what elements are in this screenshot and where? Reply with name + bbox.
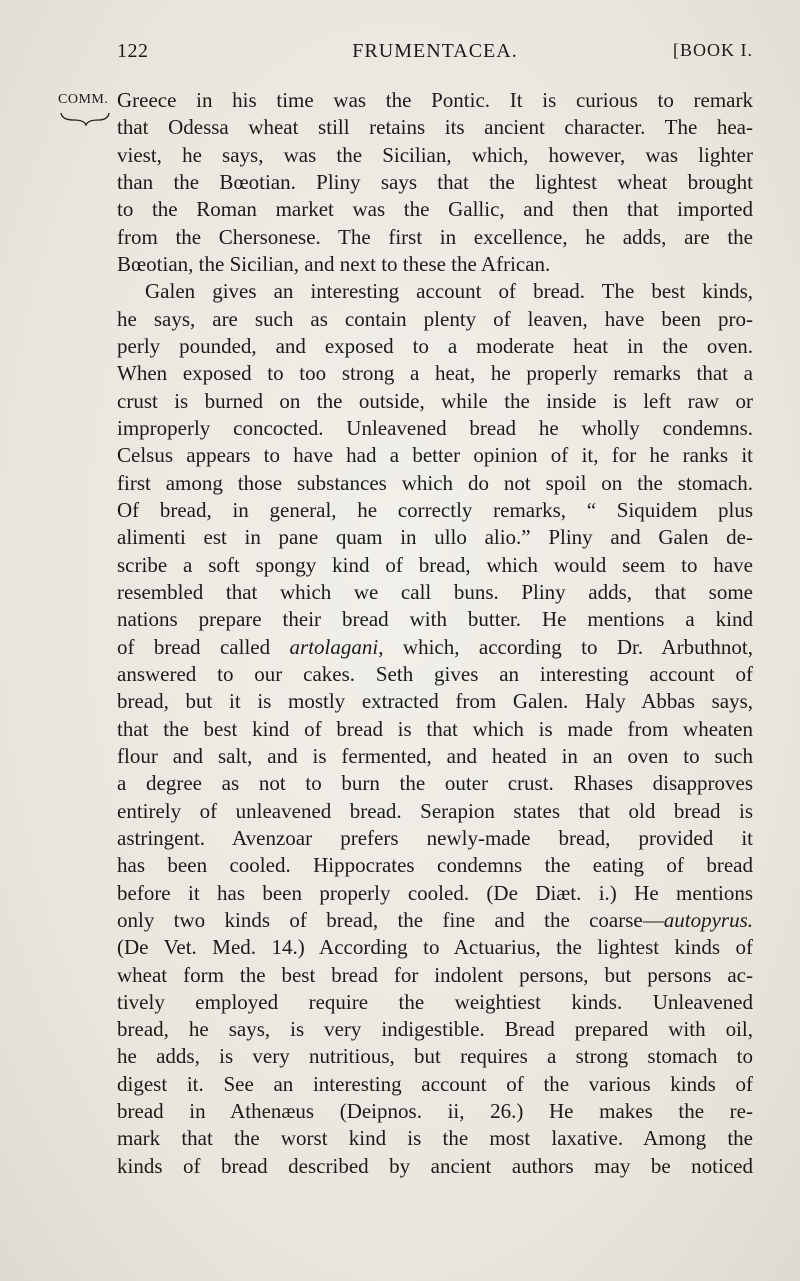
text-line: Greece in his time was the Pontic. It is curious to remark	[117, 88, 753, 112]
italic-term: artolagani,	[289, 634, 384, 659]
text-line: Celsus appears to have had a better opinion of it, for he ranks it	[117, 443, 753, 468]
text-line: viest, he says, was the Sicilian, which, however, was lighter	[117, 142, 753, 167]
text-line: alimenti est in pane quam in ullo alio.” Pliny and Galen de-	[117, 525, 753, 550]
text-line: mark that the worst kind is the most laxative. Among the	[117, 1126, 753, 1151]
text-line: astringent. Avenzoar prefers newly-made bread, provided it	[117, 825, 753, 850]
text-line: he adds, is very nutritious, but requires a strong stomach to	[117, 1044, 753, 1069]
text-line: nations prepare their bread with butter. He mentions a kind	[117, 607, 753, 632]
text-line: than the Bœotian. Pliny says that the lightest wheat brought	[117, 169, 753, 194]
text-line: digest it. See an interesting account of the various kinds of	[117, 1071, 753, 1096]
text-line: bread in Athenæus (Deipnos. ii, 26.) He makes the re-	[117, 1099, 753, 1124]
text-run: only two kinds of bread, the fine and the coarse—	[117, 907, 664, 932]
text-line: crust is burned on the outside, while the inside is left raw or	[117, 388, 753, 413]
text-line: from the Chersonese. The first in excellence, he adds, are the	[117, 224, 753, 249]
text-line: to the Roman market was the Gallic, and then that imported	[117, 197, 753, 222]
text-line: Galen gives an interesting account of bread. The best kinds,	[145, 279, 753, 304]
text-line: When exposed to too strong a heat, he properly remarks that a	[117, 361, 753, 386]
text-line: scribe a soft spongy kind of bread, which would seem to have	[117, 552, 753, 577]
text-line: wheat form the best bread for indolent persons, but persons ac-	[117, 962, 753, 987]
text-run: which, according to Dr. Arbuthnot,	[383, 634, 753, 659]
running-title: FRUMENTACEA.	[352, 40, 518, 62]
text-line: that Odessa wheat still retains its ancient character. The hea-	[117, 115, 753, 140]
text-line: a degree as not to burn the outer crust. Rhases disapproves	[117, 771, 753, 796]
text-line: resembled that which we call buns. Pliny adds, that some	[117, 579, 753, 604]
page-number: 122	[117, 40, 149, 62]
body-text	[117, 87, 753, 1180]
text-line: improperly concocted. Unleavened bread he wholly condemns.	[117, 415, 753, 440]
text-line: tively employed require the weightiest kinds. Unleavened	[117, 989, 753, 1014]
text-line	[117, 634, 753, 661]
text-line: before it has been properly cooled. (De Diæt. i.) He mentions	[117, 880, 753, 905]
text-line: answered to our cakes. Seth gives an interesting account of	[117, 661, 753, 686]
text-line	[117, 907, 753, 934]
text-line: bread, he says, is very indigestible. Bread prepared with oil,	[117, 1017, 753, 1042]
side-note-comm: COMM.	[58, 92, 109, 107]
text-line: perly pounded, and exposed to a moderate heat in the oven.	[117, 333, 753, 358]
text-line: has been cooled. Hippocrates condemns the eating of bread	[117, 853, 753, 878]
text-line: kinds of bread described by ancient authors may be noticed	[117, 1153, 753, 1178]
text-line: entirely of unleavened bread. Serapion states that old bread is	[117, 798, 753, 823]
text-line: he says, are such as contain plenty of leaven, have been pro-	[117, 306, 753, 331]
text-line: flour and salt, and is fermented, and heated in an oven to such	[117, 743, 753, 768]
running-header	[117, 40, 753, 70]
text-line: that the best kind of bread is that which is made from wheaten	[117, 716, 753, 741]
italic-term: autopyrus.	[663, 907, 753, 932]
text-line: bread, but it is mostly extracted from Galen. Haly Abbas says,	[117, 689, 753, 714]
text-line: Bœotian, the Sicilian, and next to these the African.	[117, 251, 551, 276]
text-line: Of bread, in general, he correctly remarks, “ Siquidem plus	[117, 497, 753, 522]
text-line: first among those substances which do not spoil on the stomach.	[117, 470, 753, 495]
text-line: (De Vet. Med. 14.) According to Actuarius, the lightest kinds of	[117, 935, 753, 960]
side-brace-mark	[60, 110, 110, 126]
text-run: of bread called	[117, 634, 290, 659]
book-reference: [BOOK I.	[673, 40, 753, 60]
